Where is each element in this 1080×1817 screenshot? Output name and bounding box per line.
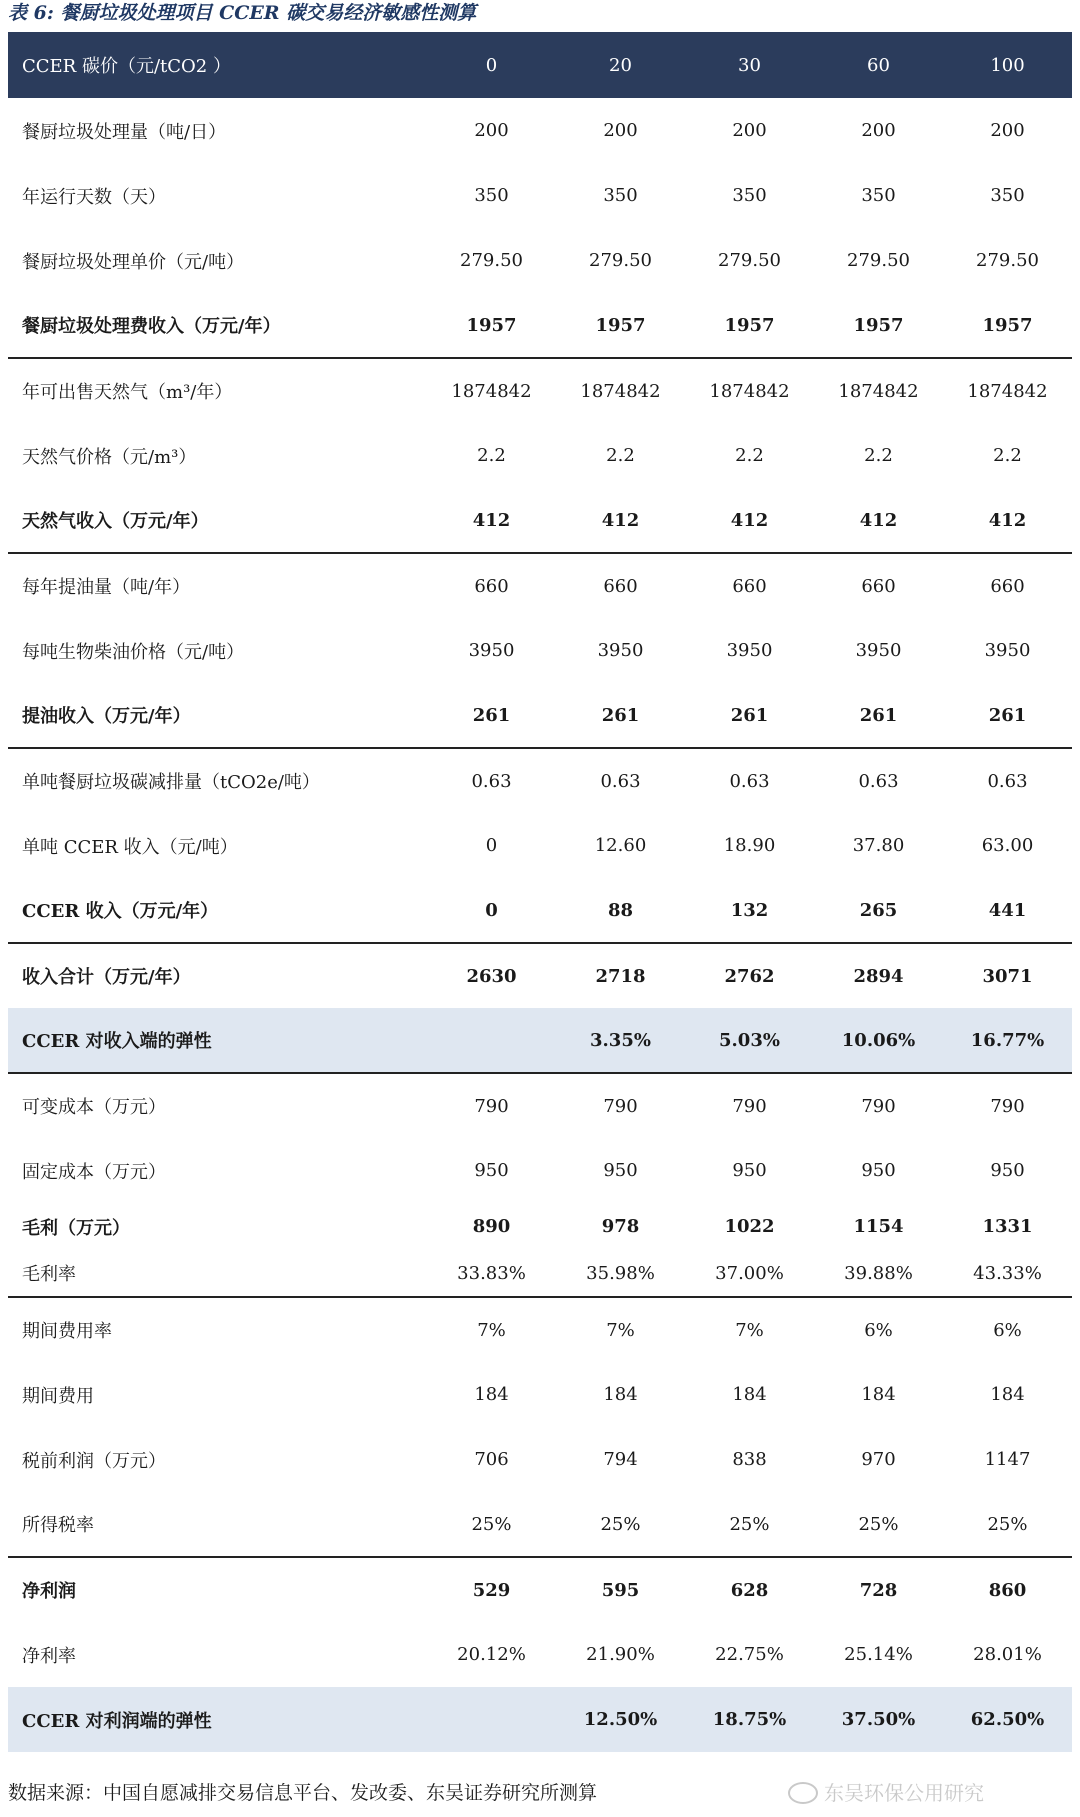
row-value: 660 bbox=[427, 553, 556, 618]
row-value: 279.50 bbox=[718, 250, 781, 271]
row-value: 279.50 bbox=[847, 250, 910, 271]
row-label: 年可出售天然气（m³/年） bbox=[8, 358, 427, 423]
row-value: 890 bbox=[472, 1216, 511, 1237]
row-value: 200 bbox=[474, 120, 509, 141]
row-value bbox=[427, 1687, 556, 1752]
row-value: 37.80 bbox=[852, 835, 905, 856]
row-value: 1147 bbox=[984, 1449, 1031, 1470]
table-row bbox=[8, 1492, 1072, 1557]
row-value: 790 bbox=[814, 1073, 943, 1138]
table-header-row bbox=[8, 32, 1072, 98]
table-caption: 表 6: 餐厨垃圾处理项目 CCER 碳交易经济敏感性测算 bbox=[8, 2, 477, 24]
table-row bbox=[8, 1073, 1072, 1138]
row-value: 350 bbox=[474, 185, 509, 206]
row-value: 25% bbox=[729, 1513, 770, 1535]
row-value: 5.03% bbox=[719, 1029, 780, 1051]
row-label: 净利润 bbox=[8, 1557, 427, 1622]
row-value: 3.35% bbox=[590, 1029, 651, 1051]
row-value: 2.2 bbox=[864, 445, 893, 466]
row-value: 25% bbox=[600, 1513, 641, 1535]
header-cell-price-20: 20 bbox=[609, 54, 632, 76]
row-value: 950 bbox=[474, 1160, 509, 1181]
table-row bbox=[8, 813, 1072, 878]
table-row bbox=[8, 748, 1072, 813]
table-body bbox=[8, 98, 1072, 1752]
row-value: 1022 bbox=[724, 1216, 775, 1237]
row-value: 37.00% bbox=[715, 1262, 784, 1284]
row-value: 28.01% bbox=[973, 1644, 1042, 1665]
row-value: 350 bbox=[603, 185, 638, 206]
row-value: 200 bbox=[861, 120, 896, 141]
row-label: 单吨餐厨垃圾碳减排量（tCO2e/吨） bbox=[8, 748, 427, 813]
row-value: 978 bbox=[601, 1216, 640, 1237]
row-value: 441 bbox=[988, 899, 1027, 921]
row-value: 660 bbox=[556, 553, 685, 618]
row-value: 2894 bbox=[814, 943, 943, 1008]
row-value: 7% bbox=[427, 1297, 556, 1362]
row-value: 12.50% bbox=[583, 1709, 658, 1730]
header-cell-price-0: 0 bbox=[485, 54, 498, 76]
row-value: 279.50 bbox=[589, 250, 652, 271]
row-label: 每年提油量（吨/年） bbox=[8, 553, 427, 618]
row-value: 0.63 bbox=[814, 748, 943, 813]
row-value: 1874842 bbox=[814, 358, 943, 423]
table-row bbox=[8, 98, 1072, 163]
row-value: 184 bbox=[603, 1384, 638, 1405]
row-value: 1874842 bbox=[427, 358, 556, 423]
table-row bbox=[8, 1362, 1072, 1427]
row-value: 3071 bbox=[943, 943, 1072, 1008]
row-value: 790 bbox=[943, 1073, 1072, 1138]
row-value: 412 bbox=[601, 509, 640, 531]
table-row bbox=[8, 683, 1072, 748]
row-value: 412 bbox=[988, 509, 1027, 531]
row-value: 950 bbox=[732, 1160, 767, 1181]
row-value: 6% bbox=[943, 1297, 1072, 1362]
row-label: 毛利率 bbox=[22, 1264, 76, 1285]
row-value: 265 bbox=[859, 899, 898, 921]
row-value: 63.00 bbox=[981, 835, 1034, 856]
row-value: 261 bbox=[601, 704, 640, 726]
row-value: 1957 bbox=[595, 314, 646, 336]
row-value: 660 bbox=[685, 553, 814, 618]
row-label: 提油收入（万元/年） bbox=[22, 706, 191, 727]
table-row bbox=[8, 1203, 1072, 1250]
row-value: 184 bbox=[732, 1384, 767, 1405]
row-value: 184 bbox=[474, 1384, 509, 1405]
row-value: 0.63 bbox=[427, 748, 556, 813]
row-value: 6% bbox=[814, 1297, 943, 1362]
row-value: 3950 bbox=[855, 640, 902, 661]
row-value: 595 bbox=[556, 1557, 685, 1622]
row-value: 25% bbox=[987, 1513, 1028, 1535]
row-value: 7% bbox=[556, 1297, 685, 1362]
row-value: 184 bbox=[861, 1384, 896, 1405]
row-value: 1874842 bbox=[556, 358, 685, 423]
header-cell-price-100: 100 bbox=[990, 54, 1025, 76]
row-value: 25.14% bbox=[844, 1644, 913, 1665]
row-value: 970 bbox=[861, 1449, 896, 1470]
row-value: 1957 bbox=[466, 314, 517, 336]
row-value: 132 bbox=[730, 899, 769, 921]
table-row bbox=[8, 553, 1072, 618]
row-value: 0 bbox=[485, 899, 498, 921]
row-label: 天然气收入（万元/年） bbox=[22, 511, 209, 532]
row-label: 税前利润（万元） bbox=[22, 1450, 166, 1472]
table-row bbox=[8, 1557, 1072, 1622]
row-value: 43.33% bbox=[973, 1262, 1042, 1284]
table-row bbox=[8, 1008, 1072, 1073]
watermark bbox=[788, 1776, 984, 1810]
row-value: 350 bbox=[990, 185, 1025, 206]
watermark-text: 东吴环保公用研究 bbox=[824, 1781, 984, 1805]
row-value: 529 bbox=[427, 1557, 556, 1622]
row-value: 860 bbox=[943, 1557, 1072, 1622]
row-label: 天然气价格（元/m³） bbox=[22, 446, 197, 468]
table-row bbox=[8, 488, 1072, 553]
row-value: 660 bbox=[943, 553, 1072, 618]
row-value: 62.50% bbox=[970, 1709, 1045, 1730]
table-row bbox=[8, 1138, 1072, 1203]
row-value: 37.50% bbox=[841, 1709, 916, 1730]
row-value: 950 bbox=[861, 1160, 896, 1181]
row-value: 790 bbox=[685, 1073, 814, 1138]
wechat-icon bbox=[788, 1782, 818, 1804]
row-value: 279.50 bbox=[976, 250, 1039, 271]
row-value: 1957 bbox=[982, 314, 1033, 336]
row-label: 单吨 CCER 收入（元/吨） bbox=[22, 836, 238, 858]
row-value: 18.75% bbox=[712, 1709, 787, 1730]
header-cell-price-30: 30 bbox=[738, 54, 761, 76]
header-cell-label: CCER 碳价（元/tCO2 ） bbox=[22, 56, 231, 77]
row-label: CCER 对收入端的弹性 bbox=[22, 1031, 212, 1052]
row-value: 412 bbox=[730, 509, 769, 531]
row-label: 每吨生物柴油价格（元/吨） bbox=[22, 641, 245, 663]
row-value: 628 bbox=[685, 1557, 814, 1622]
table-row bbox=[8, 423, 1072, 488]
row-value: 2630 bbox=[427, 943, 556, 1008]
source-note: 数据来源：中国自愿减排交易信息平台、发改委、东吴证券研究所测算 bbox=[8, 1782, 598, 1804]
row-value: 2.2 bbox=[477, 445, 506, 466]
row-value: 790 bbox=[427, 1073, 556, 1138]
row-value: 2.2 bbox=[993, 445, 1022, 466]
row-value: 350 bbox=[861, 185, 896, 206]
table-row bbox=[8, 228, 1072, 293]
row-value: 1874842 bbox=[685, 358, 814, 423]
row-value: 1874842 bbox=[943, 358, 1072, 423]
row-value: 412 bbox=[859, 509, 898, 531]
row-value bbox=[427, 1008, 556, 1073]
row-value: 88 bbox=[607, 899, 634, 921]
row-value: 1331 bbox=[982, 1216, 1033, 1237]
row-value: 3950 bbox=[468, 640, 515, 661]
row-value: 261 bbox=[988, 704, 1027, 726]
row-value: 21.90% bbox=[586, 1644, 655, 1665]
row-value: 20.12% bbox=[457, 1644, 526, 1665]
row-value: 261 bbox=[472, 704, 511, 726]
row-label: 可变成本（万元） bbox=[8, 1073, 427, 1138]
row-value: 2762 bbox=[685, 943, 814, 1008]
row-value: 200 bbox=[732, 120, 767, 141]
row-value: 261 bbox=[859, 704, 898, 726]
row-value: 16.77% bbox=[970, 1029, 1045, 1051]
row-label: 收入合计（万元/年） bbox=[8, 943, 427, 1008]
row-value: 0 bbox=[485, 835, 498, 856]
row-value: 39.88% bbox=[844, 1262, 913, 1284]
row-label: CCER 收入（万元/年） bbox=[22, 901, 219, 922]
row-value: 3950 bbox=[726, 640, 773, 661]
table-row bbox=[8, 163, 1072, 228]
row-value: 10.06% bbox=[841, 1029, 916, 1051]
table-row bbox=[8, 1622, 1072, 1687]
row-value: 660 bbox=[814, 553, 943, 618]
table-row bbox=[8, 943, 1072, 1008]
sensitivity-table bbox=[8, 32, 1072, 1752]
row-value: 22.75% bbox=[715, 1644, 784, 1665]
row-label: 年运行天数（天） bbox=[22, 186, 166, 208]
row-value: 200 bbox=[603, 120, 638, 141]
row-value: 412 bbox=[472, 509, 511, 531]
row-value: 12.60 bbox=[594, 835, 647, 856]
table-row bbox=[8, 293, 1072, 358]
row-value: 184 bbox=[990, 1384, 1025, 1405]
row-value: 350 bbox=[732, 185, 767, 206]
row-value: 2718 bbox=[556, 943, 685, 1008]
row-value: 35.98% bbox=[586, 1262, 655, 1284]
header-cell-price-60: 60 bbox=[867, 54, 890, 76]
row-value: 794 bbox=[603, 1449, 638, 1470]
table-row bbox=[8, 878, 1072, 943]
row-value: 3950 bbox=[984, 640, 1031, 661]
row-value: 261 bbox=[730, 704, 769, 726]
row-value: 728 bbox=[814, 1557, 943, 1622]
row-value: 18.90 bbox=[723, 835, 776, 856]
row-value: 0.63 bbox=[556, 748, 685, 813]
table-row bbox=[8, 358, 1072, 423]
row-value: 1957 bbox=[853, 314, 904, 336]
row-label: CCER 对利润端的弹性 bbox=[22, 1710, 212, 1732]
row-label: 净利率 bbox=[22, 1645, 76, 1667]
row-label: 餐厨垃圾处理单价（元/吨） bbox=[22, 251, 245, 273]
row-label: 餐厨垃圾处理量（吨/日） bbox=[22, 121, 227, 143]
row-label: 毛利（万元） bbox=[22, 1217, 130, 1239]
table-row bbox=[8, 1250, 1072, 1297]
row-value: 33.83% bbox=[457, 1262, 526, 1284]
row-value: 7% bbox=[685, 1297, 814, 1362]
row-value: 950 bbox=[990, 1160, 1025, 1181]
row-value: 0.63 bbox=[685, 748, 814, 813]
table-row bbox=[8, 1687, 1072, 1752]
row-value: 790 bbox=[556, 1073, 685, 1138]
row-value: 25% bbox=[858, 1513, 899, 1535]
row-value: 1154 bbox=[853, 1216, 904, 1237]
table-row bbox=[8, 618, 1072, 683]
row-label: 期间费用 bbox=[22, 1385, 94, 1407]
sensitivity-table-container bbox=[8, 32, 1072, 1752]
row-value: 2.2 bbox=[606, 445, 635, 466]
row-value: 0.63 bbox=[943, 748, 1072, 813]
table-row bbox=[8, 1297, 1072, 1362]
row-label: 所得税率 bbox=[22, 1515, 94, 1536]
table-row bbox=[8, 1427, 1072, 1492]
row-label: 餐厨垃圾处理费收入（万元/年） bbox=[22, 316, 281, 337]
row-value: 25% bbox=[471, 1513, 512, 1535]
row-label: 期间费用率 bbox=[8, 1297, 427, 1362]
row-value: 950 bbox=[603, 1160, 638, 1181]
row-value: 3950 bbox=[597, 640, 644, 661]
row-value: 1957 bbox=[724, 314, 775, 336]
row-value: 706 bbox=[474, 1449, 509, 1470]
row-value: 2.2 bbox=[735, 445, 764, 466]
row-value: 200 bbox=[990, 120, 1025, 141]
row-value: 279.50 bbox=[460, 250, 523, 271]
row-label: 固定成本（万元） bbox=[22, 1161, 166, 1183]
row-value: 838 bbox=[732, 1449, 767, 1470]
